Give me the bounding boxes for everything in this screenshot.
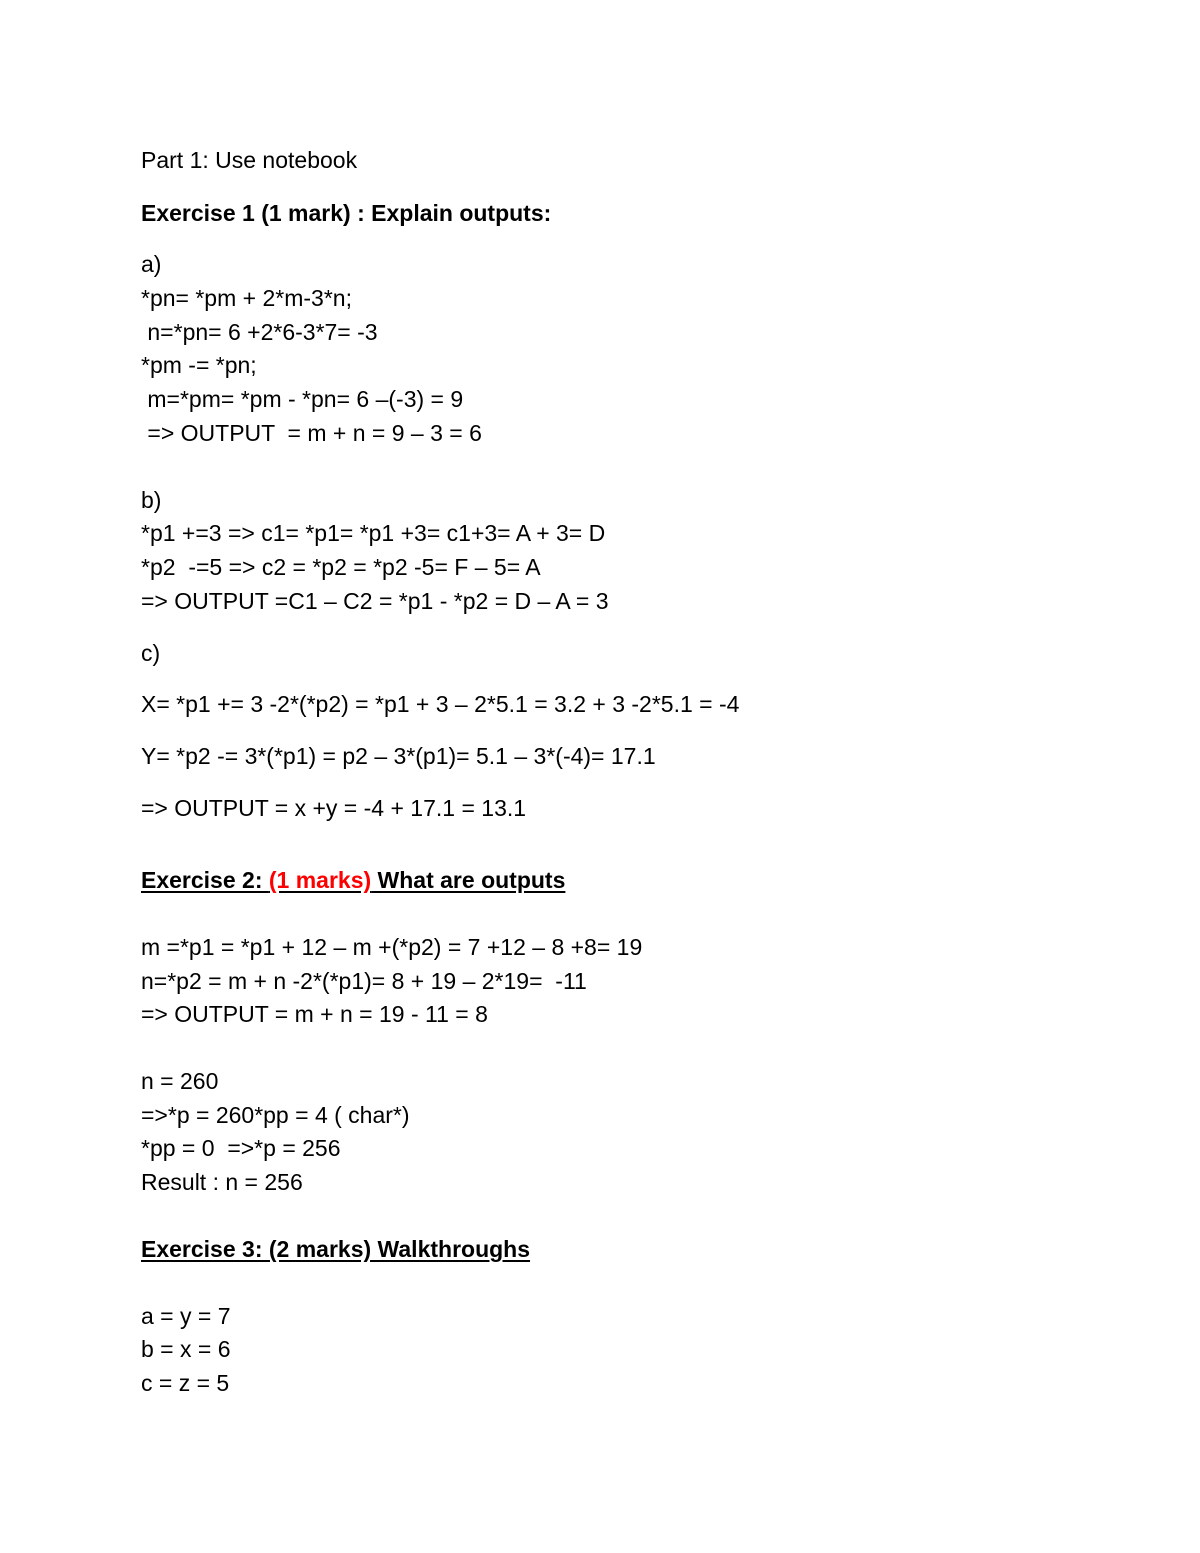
ex2-line-2: *pp = 0 =>*p = 256 xyxy=(141,1135,341,1161)
ex1-b-line: *p2 -=5 => c2 = *p2 = *p2 -5= F – 5= A xyxy=(141,554,541,580)
ex1-a-line: *pm -= *pn; xyxy=(141,352,257,378)
ex1-c-line: Y= *p2 -= 3*(*p1) = p2 – 3*(p1)= 5.1 – 3*(-4)= 17.1 xyxy=(141,743,656,769)
exercise-1-heading: Exercise 1 (1 mark) : Explain outputs: xyxy=(141,200,552,226)
ex1-a-line: *pn= *pm + 2*m-3*n; xyxy=(141,285,352,311)
ex1-c-line: X= *p1 += 3 -2*(*p2) = *p1 + 3 – 2*5.1 = 3.2 + 3 -2*5.1 = -4 xyxy=(141,691,740,717)
ex1-a-label: a) xyxy=(141,251,162,277)
ex2-heading-marks: (1 marks) xyxy=(268,867,372,893)
ex3-line: b = x = 6 xyxy=(141,1336,231,1362)
ex2-line-2: =>*p = 260*pp = 4 ( char*) xyxy=(141,1102,410,1128)
ex2-heading-suffix: What are outputs xyxy=(371,867,566,893)
exercise-2-heading xyxy=(141,865,565,895)
ex2-line: => OUTPUT = m + n = 19 - 11 = 8 xyxy=(141,1001,488,1027)
ex1-b-line: => OUTPUT =C1 – C2 = *p1 - *p2 = D – A = 3 xyxy=(141,588,609,614)
ex1-b-line: *p1 +=3 => c1= *p1= *p1 +3= c1+3= A + 3= D xyxy=(141,520,606,546)
ex1-c-label: c) xyxy=(141,640,161,666)
ex1-a-line: m=*pm= *pm - *pn= 6 –(-3) = 9 xyxy=(141,386,464,412)
ex1-a-line: n=*pn= 6 +2*6-3*7= -3 xyxy=(141,319,378,345)
ex1-a-line: => OUTPUT = m + n = 9 – 3 = 6 xyxy=(141,420,482,446)
ex1-b-label: b) xyxy=(141,487,162,513)
ex3-line: c = z = 5 xyxy=(141,1370,230,1396)
exercise-3-heading: Exercise 3: (2 marks) Walkthroughs xyxy=(141,1236,531,1262)
ex2-line: n=*p2 = m + n -2*(*p1)= 8 + 19 – 2*19= -11 xyxy=(141,968,587,994)
part-title: Part 1: Use notebook xyxy=(141,147,358,173)
ex2-line-2: Result : n = 256 xyxy=(141,1169,303,1195)
ex1-c-line: => OUTPUT = x +y = -4 + 17.1 = 13.1 xyxy=(141,795,527,821)
ex3-line: a = y = 7 xyxy=(141,1303,231,1329)
ex2-line-2: n = 260 xyxy=(141,1068,219,1094)
ex2-heading-prefix: Exercise 2: xyxy=(141,867,269,893)
ex2-line: m =*p1 = *p1 + 12 – m +(*p2) = 7 +12 – 8 +8= 19 xyxy=(141,934,643,960)
